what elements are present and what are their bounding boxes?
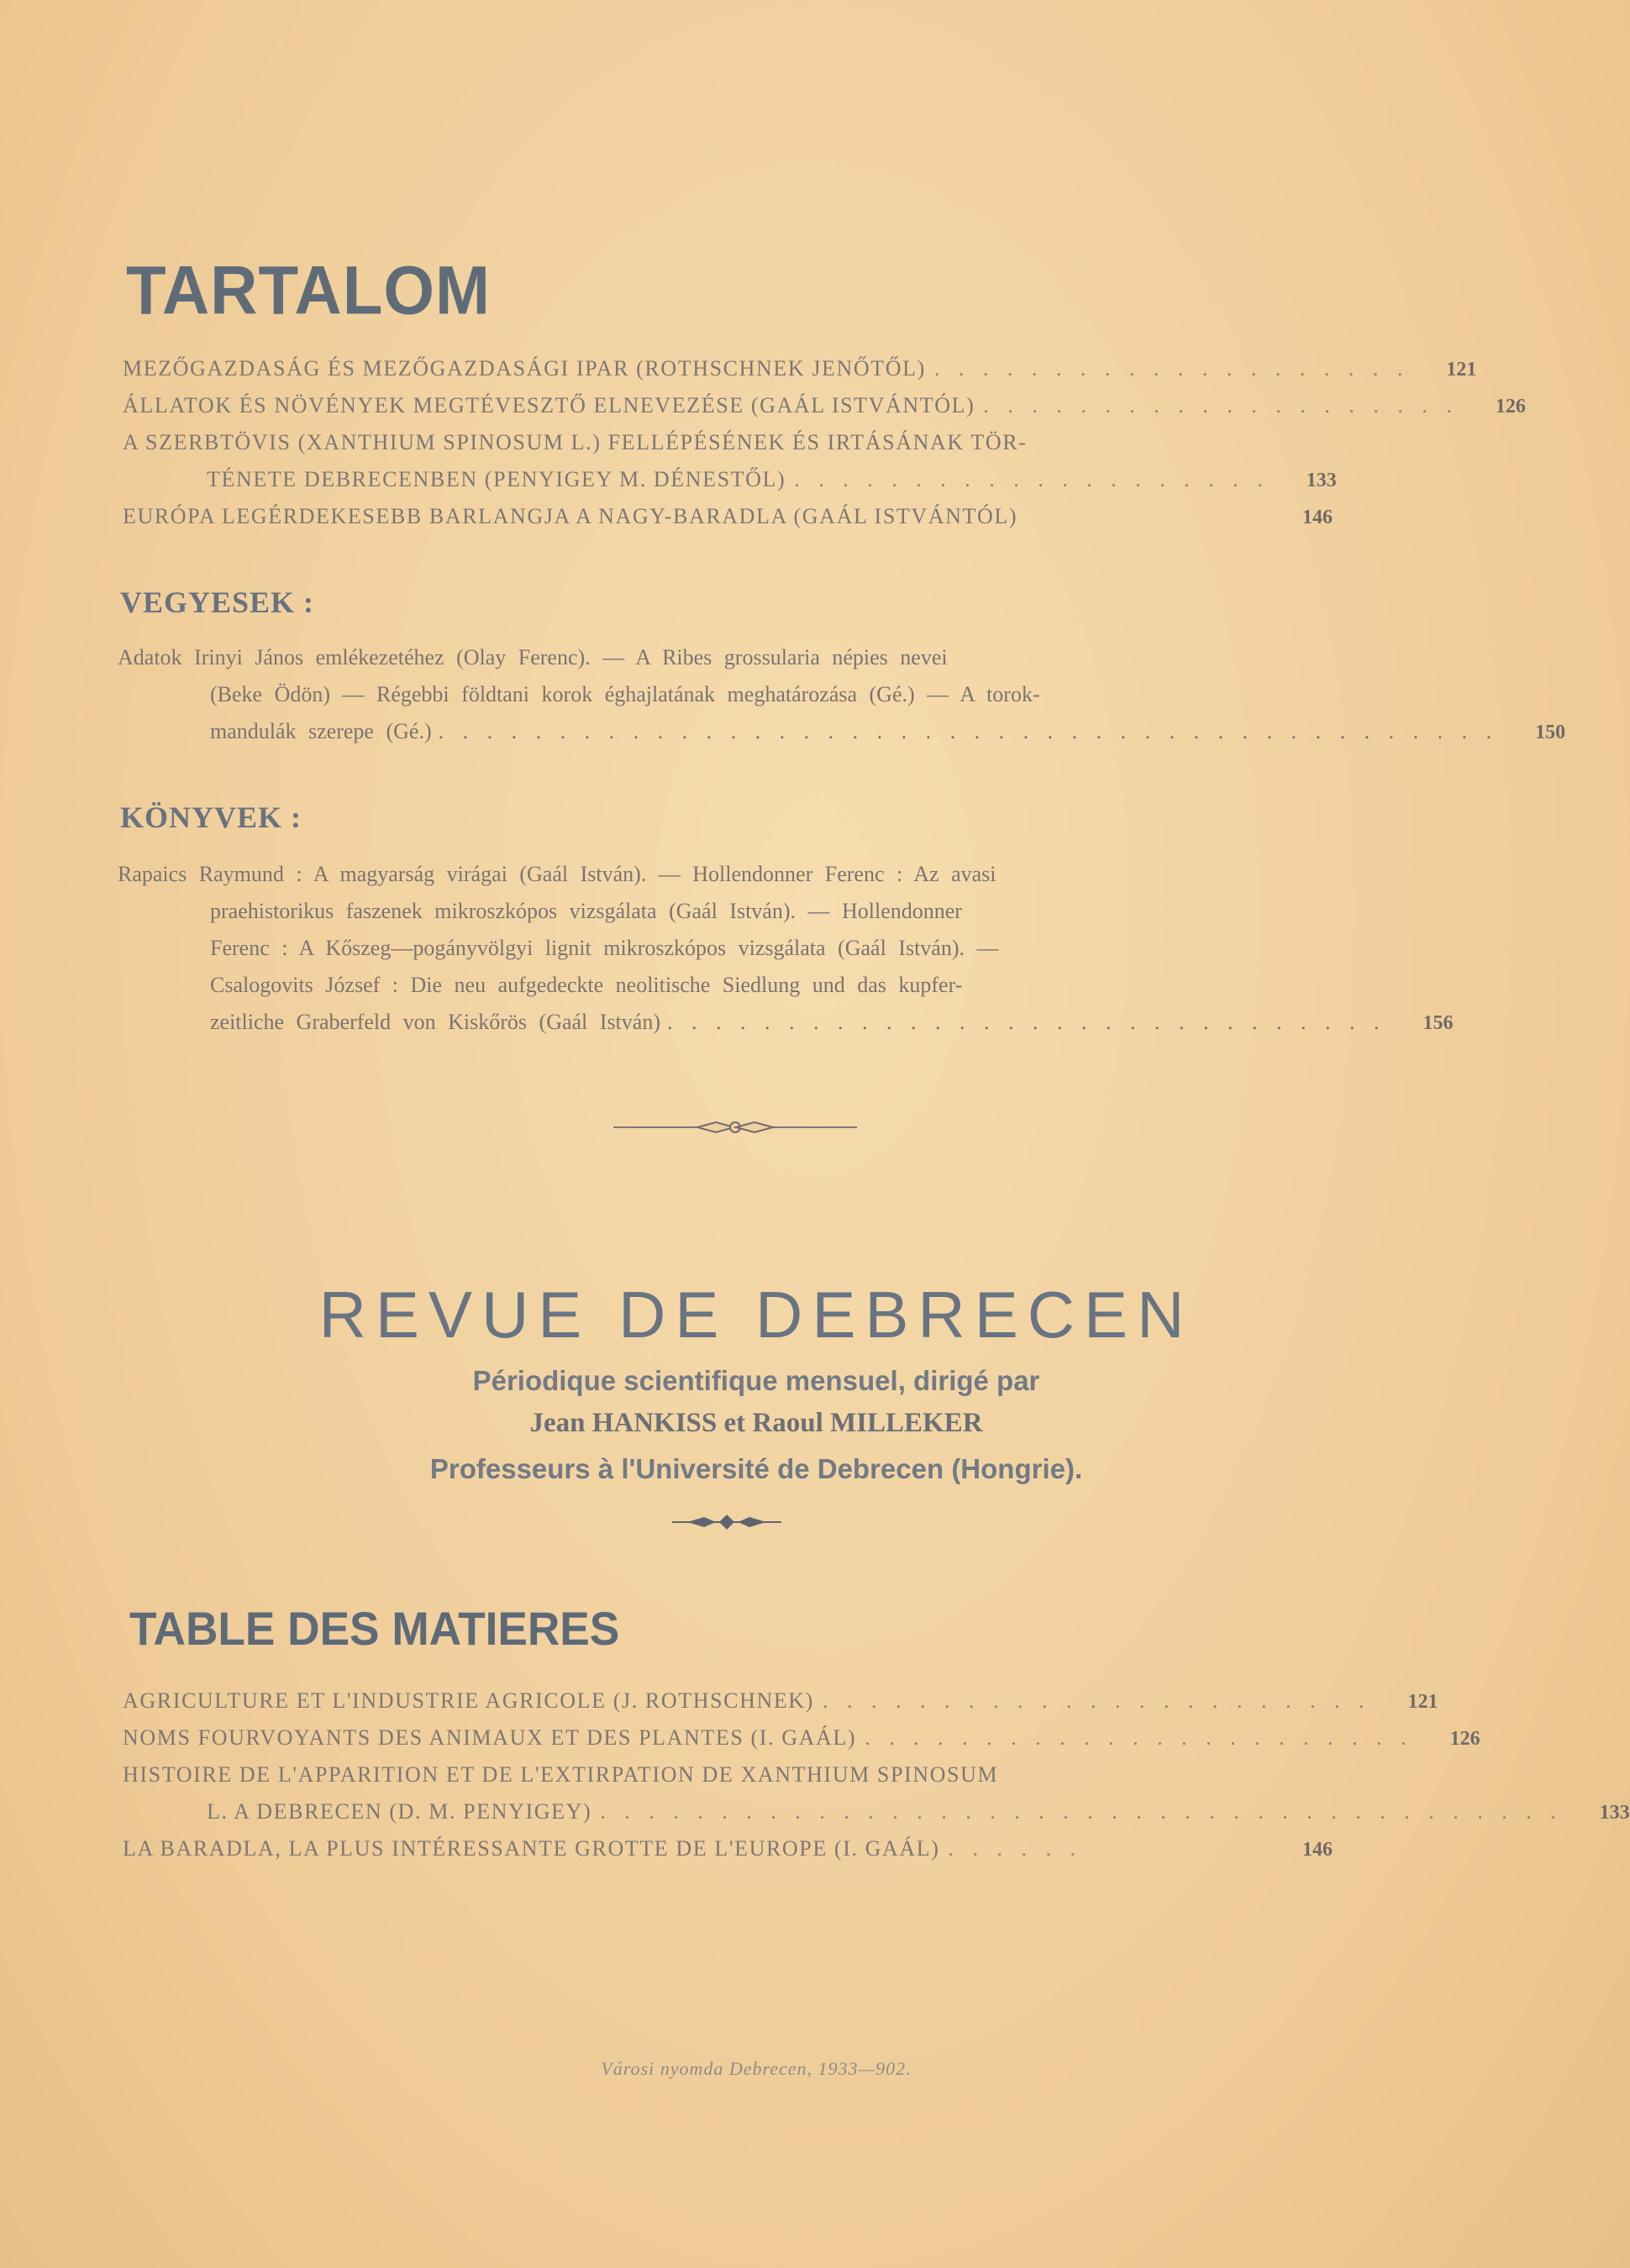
toc-entry: TÉNETE DEBRECENBEN (PENYIGEY M. DÉNESTŐL) . . . . . . . . . . . . . . . . . . . . 133 — [207, 467, 1337, 491]
toc-entry: EURÓPA LEGÉRDEKESEBB BARLANGJA A NAGY-BARADLA (GAÁL ISTVÁNTÓL) 146 — [123, 504, 1333, 528]
vegyesek-text: Adatok Irinyi János emlékezetéhez (Olay Ferenc). — A Ribes grossularia népies nevei (Beke Ödön) — Régebbi földtani korok éghajlatának meghatározása (Gé.) — A torok- mandulák szerepe (Gé.) . . . . . . . . . . . . . . . . . . . . . . . . . . . . . . . . . . . . . . . . . . . . 150 — [118, 645, 1566, 743]
page-number: 121 — [1407, 1691, 1438, 1713]
revue-editors: Jean HANKISS et Raoul MILLEKER — [529, 1408, 983, 1438]
page-number: 150 — [1535, 722, 1566, 743]
tartalom-toc — [123, 356, 1526, 541]
konyvek-heading: KÖNYVEK : — [120, 801, 302, 834]
toc-entry: HISTOIRE DE L'APPARITION ET DE L'EXTIRPATION DE XANTHIUM SPINOSUM — [123, 1762, 999, 1787]
printer-imprint: Városi nyomda Debrecen, 1933—902. — [601, 2058, 912, 2079]
konyvek-text: Rapaics Raymund : A magyarság virágai (Gaál István). — Hollendonner Ferenc : Az avasi praehistorikus faszenek mikroszkópos vizsgálata (Gaál István). — Hollendonner Ferenc : A Kőszeg—pogányvölgyi lignit mikroszkópos vizsgálata (Gaál István). — Csalogovits József : Die neu aufgedeckte neolitische Siedlung und das kupfer- zeitliche Graberfeld von Kiskőrös (Gaál István) . . . . . . . . . . . . . . . . . . . . . . . . . . . . . . 156 — [118, 862, 1454, 1034]
tartalom-heading: TARTALOM — [126, 250, 491, 329]
toc-entry: MEZŐGAZDASÁG ÉS MEZŐGAZDASÁGI IPAR (ROTHSCHNEK JENŐTŐL) . . . . . . . . . . . . . . . . . . . . 121 — [123, 356, 1477, 381]
page-number: 126 — [1449, 1728, 1480, 1750]
page-number: 126 — [1495, 396, 1526, 417]
toc-entry: A SZERBTÖVIS (XANTHIUM SPINOSUM L.) FELLÉPÉSÉNEK ÉS IRTÁSÁNAK TÖR- — [123, 430, 1028, 454]
page-number: 133 — [1599, 1802, 1630, 1824]
ornament-divider — [613, 1117, 857, 1137]
revue-affiliation: Professeurs à l'Université de Debrecen (Hongrie). — [429, 1453, 1083, 1484]
vegyesek-heading: VEGYESEK : — [120, 585, 315, 619]
ornament-divider — [672, 1512, 781, 1532]
toc-entry: ÁLLATOK ÉS NÖVÉNYEK MEGTÉVESZTŐ ELNEVEZÉSE (GAÁL ISTVÁNTÓL) . . . . . . . . . . . . . . . . . . . . 126 — [123, 393, 1526, 417]
table-des-matieres-toc — [123, 1688, 1630, 1873]
page-number: 133 — [1306, 470, 1337, 491]
toc-entry: NOMS FOURVOYANTS DES ANIMAUX ET DES PLANTES (I. GAÁL) . . . . . . . . . . . . . . . . . . . . . . . 126 — [123, 1725, 1480, 1750]
revue-title: REVUE DE DEBRECEN — [318, 1278, 1194, 1352]
page-number: 121 — [1446, 359, 1477, 381]
page-number: 146 — [1302, 507, 1333, 528]
page-number: 146 — [1302, 1839, 1333, 1861]
toc-entry: AGRICULTURE ET L'INDUSTRIE AGRICOLE (J. ROTHSCHNEK) . . . . . . . . . . . . . . . . . . . . . . . 121 — [123, 1688, 1438, 1713]
table-des-matieres-heading: TABLE DES MATIERES — [129, 1602, 620, 1655]
revue-subtitle: Périodique scientifique mensuel, dirigé par — [472, 1365, 1040, 1396]
toc-entry: L. A DEBRECEN (D. M. PENYIGEY) . . . . . . . . . . . . . . . . . . . . . . . . . . . . . . . . . . . . . . . . 133 — [207, 1799, 1630, 1824]
page-number: 156 — [1422, 1012, 1454, 1034]
toc-entry: LA BARADLA, LA PLUS INTÉRESSANTE GROTTE DE L'EUROPE (I. GAÁL) . . . . . . 146 — [123, 1836, 1333, 1861]
